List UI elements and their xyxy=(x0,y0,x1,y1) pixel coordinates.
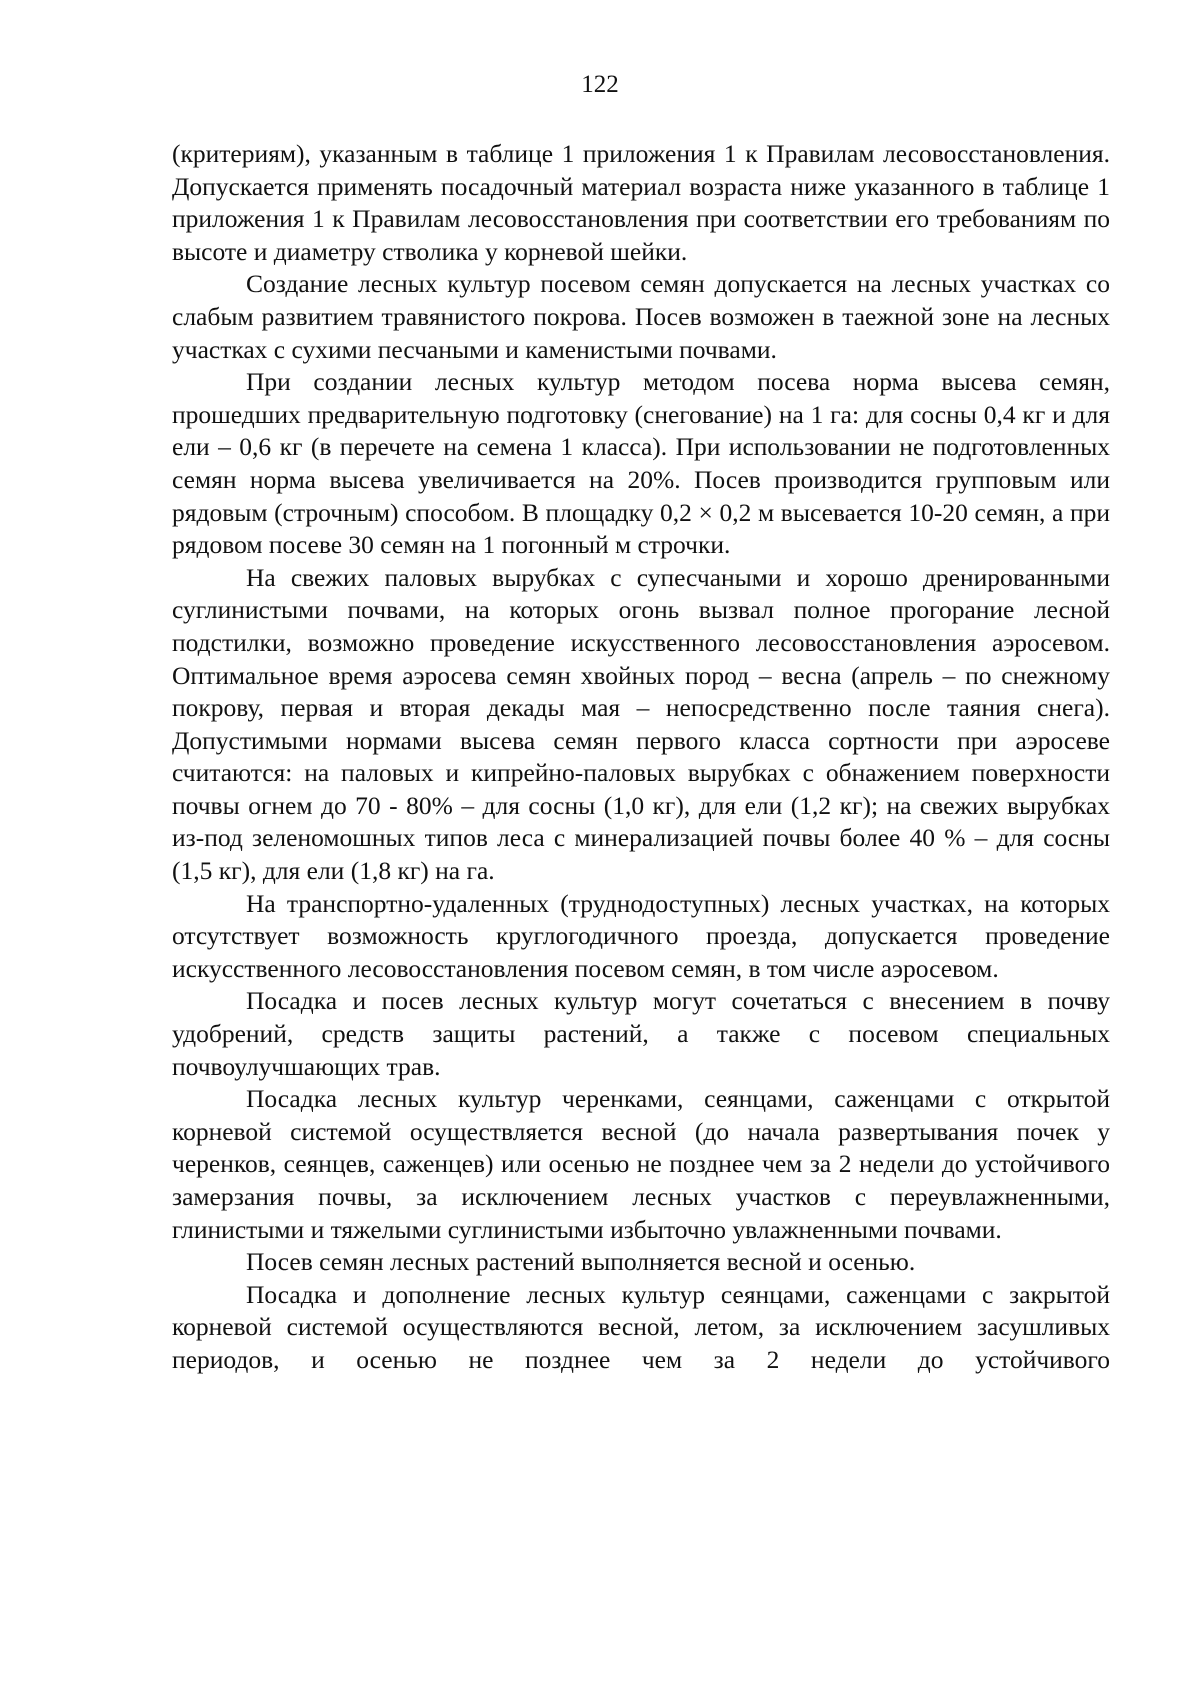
paragraph-3: При создании лесных культур методом посева норма высева семян, прошедших предварительную подготовку (снегование) на 1 га: для сосны 0,4 кг и для ели – 0,6 кг (в перечете на семена 1 класса). При использовании не подготовленных семян норма высева увеличивается на 20%. Посев производится групповым или рядовым (строчным) способом. В площадку 0,2 × 0,2 м высевается 10-20 семян, а при рядовом посеве 30 семян на 1 погонный м строчки. xyxy=(172,367,1110,560)
paragraph-9: Посадка и дополнение лесных культур сеянцами, саженцами с закрытой корневой системой осуществляются весной, летом, за исключением засушливых периодов, и осенью не позднее чем за 2 недели до устойчивого xyxy=(172,1279,1110,1374)
paragraph-7: Посадка лесных культур черенками, сеянцами, саженцами с открытой корневой системой осуществляется весной (до начала развертывания почек у черенков, сеянцев, саженцев) или осенью не позднее чем за 2 недели до устойчивого замерзания почвы, за исключением лесных участков с переувлажненными, глинистыми и тяжелыми суглинистыми избыточно увлажненными почвами. xyxy=(172,1084,1110,1244)
document-body xyxy=(172,138,1110,1377)
paragraph-4: На свежих паловых вырубках с супесчаными и хорошо дренированными суглинистыми почвами, на которых огонь вызвал полное прогорание лесной подстилки, возможно проведение искусственного лесовосстановления аэросевом. Оптимальное время аэросева семян хвойных пород – весна (апрель – по снежному покрову, первая и вторая декады мая – непосредственно после таяния снега). Допустимыми нормами высева семян первого класса сортности при аэросеве считаются: на паловых и кипрейно-паловых вырубках с обнажением поверхности почвы огнем до 70 - 80% – для сосны (1,0 кг), для ели (1,2 кг); на свежих вырубках из-под зеленомошных типов леса с минерализацией почвы более 40 % – для сосны (1,5 кг), для ели (1,8 кг) на га. xyxy=(172,562,1110,886)
paragraph-2: Создание лесных культур посевом семян допускается на лесных участках со слабым развитием травянистого покрова. Посев возможен в таежной зоне на лесных участках с сухими песчаными и каменистыми почвами. xyxy=(172,269,1110,364)
page-number: 122 xyxy=(581,71,619,98)
paragraph-8: Посев семян лесных растений выполняется весной и осенью. xyxy=(246,1247,916,1277)
paragraph-6: Посадка и посев лесных культур могут сочетаться с внесением в почву удобрений, средств защиты растений, а также с посевом специальных почвоулучшающих трав. xyxy=(172,986,1110,1081)
paragraph-5: На транспортно-удаленных (труднодоступных) лесных участках, на которых отсутствует возможность круглогодичного проезда, допускается проведение искусственного лесовосстановления посевом семян, в том числе аэросевом. xyxy=(172,888,1110,983)
paragraph-1: (критериям), указанным в таблице 1 приложения 1 к Правилам лесовосстановления. Допускается применять посадочный материал возраста ниже указанного в таблице 1 приложения 1 к Правилам лесовосстановления при соответствии его требованиям по высоте и диаметру стволика у корневой шейки. xyxy=(172,139,1110,266)
